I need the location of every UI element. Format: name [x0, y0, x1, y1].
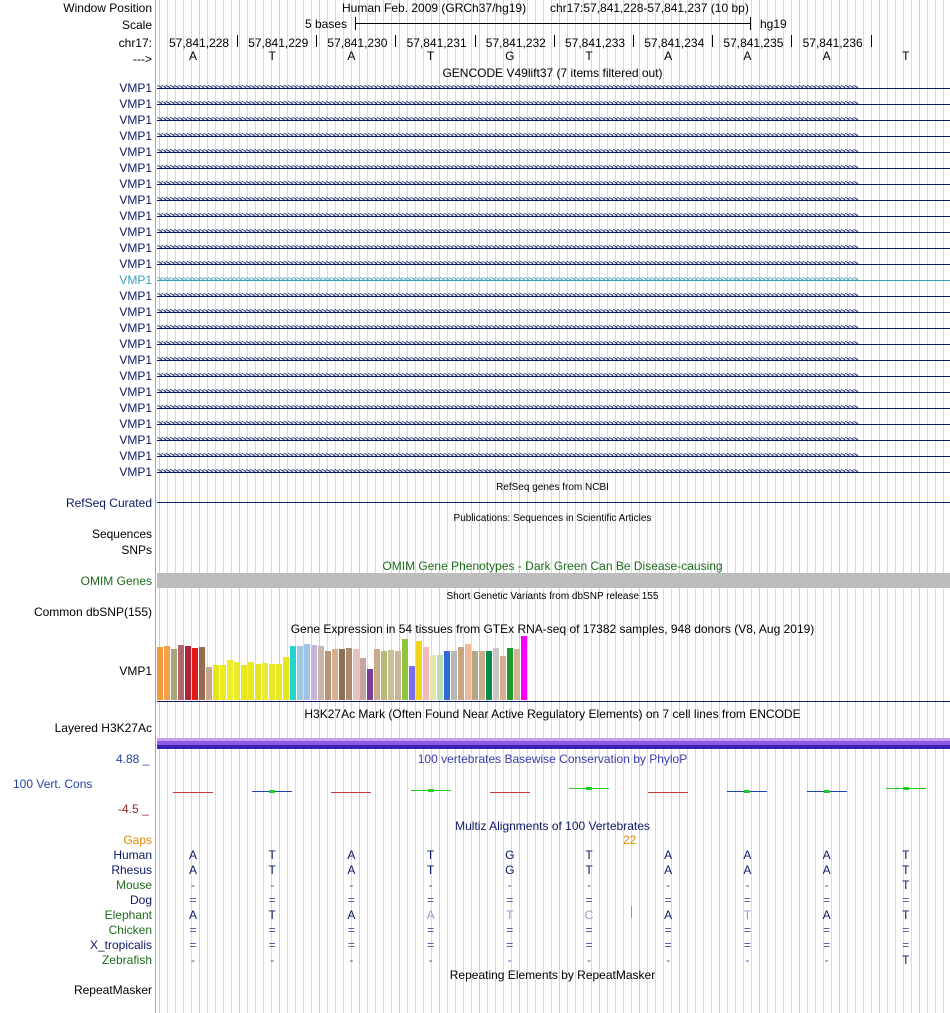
gtex-tissue-bar[interactable] — [206, 667, 212, 700]
aligned-base: - — [824, 953, 829, 967]
h3k27ac-title[interactable]: H3K27Ac Mark (Often Found Near Active Regulatory Elements) on 7 cell lines from ENCODE — [304, 707, 801, 721]
strand-arrows: >>>>>>>>>>>>>>>>>>>>>>>>>>>>>>>>>>>>>>>>>>>>>>>>>>>>>>>>>>>>>>>>>>>>>>>>>>>>>>>>>>>>>>>>>>>>>>>>>>>>>>>>>>>>>>>>>>>>>>>>>>>>>>>>>>>>>>>>>>>>>>>>>>>>>>>>>>>>>>>>>>>>>> — [157, 420, 858, 428]
aligned-base: A — [743, 863, 752, 877]
ruler-tick — [791, 35, 792, 47]
gencode-gene-label[interactable]: VMP1 — [119, 81, 152, 95]
gencode-gene-label[interactable]: VMP1 — [119, 209, 152, 223]
gencode-gene-label[interactable]: VMP1 — [119, 289, 152, 303]
repeatmasker-label[interactable]: RepeatMasker — [73, 983, 152, 997]
strand-arrows: >>>>>>>>>>>>>>>>>>>>>>>>>>>>>>>>>>>>>>>>>>>>>>>>>>>>>>>>>>>>>>>>>>>>>>>>>>>>>>>>>>>>>>>>>>>>>>>>>>>>>>>>>>>>>>>>>>>>>>>>>>>>>>>>>>>>>>>>>>>>>>>>>>>>>>>>>>>>>>>>>>>>>> — [157, 212, 858, 220]
aligned-base: = — [427, 938, 435, 952]
gtex-tissue-bar[interactable] — [381, 651, 387, 700]
aligned-base: - — [824, 878, 829, 892]
gencode-gene-label[interactable]: VMP1 — [119, 113, 152, 127]
aligned-base: = — [189, 923, 197, 937]
ruler-position: 57,841,232 — [485, 36, 546, 50]
gencode-transcript[interactable] — [157, 468, 950, 476]
strand-arrows: >>>>>>>>>>>>>>>>>>>>>>>>>>>>>>>>>>>>>>>>>>>>>>>>>>>>>>>>>>>>>>>>>>>>>>>>>>>>>>>>>>>>>>>>>>>>>>>>>>>>>>>>>>>>>>>>>>>>>>>>>>>>>>>>>>>>>>>>>>>>>>>>>>>>>>>>>>>>>>>>>>>>>> — [157, 164, 858, 172]
strand-arrows: >>>>>>>>>>>>>>>>>>>>>>>>>>>>>>>>>>>>>>>>>>>>>>>>>>>>>>>>>>>>>>>>>>>>>>>>>>>>>>>>>>>>>>>>>>>>>>>>>>>>>>>>>>>>>>>>>>>>>>>>>>>>>>>>>>>>>>>>>>>>>>>>>>>>>>>>>>>>>>>>>>>>>> — [157, 292, 858, 300]
aligned-base: T — [585, 863, 593, 877]
gencode-gene-label[interactable]: VMP1 — [119, 353, 152, 367]
strand-arrows: >>>>>>>>>>>>>>>>>>>>>>>>>>>>>>>>>>>>>>>>>>>>>>>>>>>>>>>>>>>>>>>>>>>>>>>>>>>>>>>>>>>>>>>>>>>>>>>>>>>>>>>>>>>>>>>>>>>>>>>>>>>>>>>>>>>>>>>>>>>>>>>>>>>>>>>>>>>>>>>>>>>>>> — [157, 84, 858, 92]
dbsnp-title[interactable]: Short Genetic Variants from dbSNP release 155 — [446, 591, 659, 602]
aligned-base: G — [505, 848, 515, 862]
gtex-tissue-bar[interactable] — [458, 647, 464, 700]
label-separator — [155, 0, 156, 1013]
ruler-position: 57,841,231 — [406, 36, 467, 50]
aligned-base: T — [506, 908, 514, 922]
reference-base: A — [664, 49, 673, 63]
ruler-tick — [237, 35, 238, 47]
ruler-position: 57,841,236 — [802, 36, 863, 50]
repeatmasker-title[interactable]: Repeating Elements by RepeatMasker — [449, 968, 656, 982]
multiz-species-label[interactable]: Human — [113, 848, 152, 862]
chr-label: chr17: — [118, 36, 152, 50]
aligned-base: - — [587, 953, 591, 967]
strand-arrows: >>>>>>>>>>>>>>>>>>>>>>>>>>>>>>>>>>>>>>>>>>>>>>>>>>>>>>>>>>>>>>>>>>>>>>>>>>>>>>>>>>>>>>>>>>>>>>>>>>>>>>>>>>>>>>>>>>>>>>>>>>>>>>>>>>>>>>>>>>>>>>>>>>>>>>>>>>>>>>>>>>>>>> — [157, 260, 858, 268]
multiz-species-label[interactable]: Mouse — [115, 878, 152, 892]
h3k27ac-layer-3[interactable] — [157, 745, 950, 749]
conservation-peak[interactable] — [824, 790, 830, 793]
gencode-transcript[interactable] — [157, 340, 950, 348]
aligned-base: - — [428, 953, 433, 967]
gtex-tissue-bar[interactable] — [472, 651, 478, 700]
aligned-base: A — [664, 863, 673, 877]
gtex-tissue-bar[interactable] — [500, 656, 506, 700]
aligned-base: - — [507, 953, 512, 967]
gencode-transcript[interactable] — [157, 196, 950, 204]
multiz-species-label[interactable]: Elephant — [104, 908, 152, 922]
gencode-transcript[interactable] — [157, 404, 950, 412]
scale-bar-right-tick — [750, 17, 751, 30]
gencode-gene-label[interactable]: VMP1 — [119, 369, 152, 383]
gtex-tissue-bar[interactable] — [220, 665, 226, 700]
aligned-base: T — [268, 848, 276, 862]
conservation-score[interactable] — [648, 792, 688, 793]
gtex-tissue-bar[interactable] — [521, 636, 527, 700]
gencode-transcript[interactable] — [157, 228, 950, 236]
ruler-position: 57,841,230 — [327, 36, 388, 50]
gencode-transcript[interactable] — [157, 276, 950, 284]
aligned-base: - — [191, 953, 195, 967]
gtex-tissue-bar[interactable] — [493, 648, 499, 700]
aligned-base: = — [427, 893, 435, 907]
gencode-gene-label[interactable]: VMP1 — [119, 241, 152, 255]
strand-arrows: >>>>>>>>>>>>>>>>>>>>>>>>>>>>>>>>>>>>>>>>>>>>>>>>>>>>>>>>>>>>>>>>>>>>>>>>>>>>>>>>>>>>>>>>>>>>>>>>>>>>>>>>>>>>>>>>>>>>>>>>>>>>>>>>>>>>>>>>>>>>>>>>>>>>>>>>>>>>>>>>>>>>>> — [157, 340, 858, 348]
gtex-tissue-bar[interactable] — [325, 651, 331, 700]
gencode-gene-label[interactable]: VMP1 — [119, 305, 152, 319]
aligned-base: = — [902, 923, 910, 937]
gencode-transcript[interactable] — [157, 260, 950, 268]
aligned-base: = — [347, 938, 355, 952]
aligned-base: A — [347, 908, 356, 922]
aligned-base: A — [664, 848, 673, 862]
ruler-position: 57,841,228 — [169, 36, 230, 50]
gencode-gene-label[interactable]: VMP1 — [119, 417, 152, 431]
reference-base: T — [268, 49, 276, 63]
aligned-base: - — [745, 878, 750, 892]
refseq-label[interactable]: RefSeq Curated — [65, 496, 152, 510]
conservation-ymax: 4.88 _ — [116, 752, 150, 766]
gtex-tissue-bar[interactable] — [255, 664, 261, 700]
aligned-base: A — [188, 908, 197, 922]
aligned-base: = — [823, 893, 831, 907]
aligned-base: A — [743, 848, 752, 862]
gtex-tissue-bar[interactable] — [164, 646, 170, 700]
scale-text: 5 bases — [305, 17, 348, 31]
gencode-gene-label[interactable]: VMP1 — [119, 225, 152, 239]
gtex-tissue-bar[interactable] — [269, 664, 275, 700]
ruler-tick — [712, 35, 713, 47]
ruler-tick — [554, 35, 555, 47]
gtex-tissue-bar[interactable] — [409, 666, 415, 700]
gencode-gene-label[interactable]: VMP1 — [119, 97, 152, 111]
gtex-tissue-bar[interactable] — [367, 669, 373, 700]
gencode-transcript[interactable] — [157, 452, 950, 460]
conservation-ymin: -4.5 _ — [118, 802, 149, 816]
omim-label[interactable]: OMIM Genes — [80, 574, 152, 588]
gencode-transcript[interactable] — [157, 372, 950, 380]
strand-arrows: >>>>>>>>>>>>>>>>>>>>>>>>>>>>>>>>>>>>>>>>>>>>>>>>>>>>>>>>>>>>>>>>>>>>>>>>>>>>>>>>>>>>>>>>>>>>>>>>>>>>>>>>>>>>>>>>>>>>>>>>>>>>>>>>>>>>>>>>>>>>>>>>>>>>>>>>>>>>>>>>>>>>>> — [157, 404, 858, 412]
conservation-peak[interactable] — [269, 790, 275, 793]
gtex-tissue-bar[interactable] — [402, 639, 408, 700]
aligned-base: T — [268, 908, 276, 922]
aligned-base: T — [902, 953, 910, 967]
aligned-base: T — [426, 848, 435, 862]
aligned-base: A — [822, 908, 831, 922]
refseq-line[interactable] — [157, 502, 950, 503]
aligned-base: = — [268, 938, 276, 952]
multiz-species-label[interactable]: X_tropicalis — [89, 938, 152, 952]
strand-arrows: >>>>>>>>>>>>>>>>>>>>>>>>>>>>>>>>>>>>>>>>>>>>>>>>>>>>>>>>>>>>>>>>>>>>>>>>>>>>>>>>>>>>>>>>>>>>>>>>>>>>>>>>>>>>>>>>>>>>>>>>>>>>>>>>>>>>>>>>>>>>>>>>>>>>>>>>>>>>>>>>>>>>>> — [157, 116, 858, 124]
aligned-base: = — [585, 938, 593, 952]
gencode-gene-label[interactable]: VMP1 — [119, 257, 152, 271]
gap-count[interactable]: 22 — [623, 833, 637, 847]
gtex-tissue-bar[interactable] — [423, 647, 429, 700]
gencode-transcript[interactable] — [157, 180, 950, 188]
reference-base: A — [743, 49, 752, 63]
aligned-base: A — [426, 908, 435, 922]
publications-title[interactable]: Publications: Sequences in Scientific Articles — [453, 513, 652, 524]
strand-arrows: >>>>>>>>>>>>>>>>>>>>>>>>>>>>>>>>>>>>>>>>>>>>>>>>>>>>>>>>>>>>>>>>>>>>>>>>>>>>>>>>>>>>>>>>>>>>>>>>>>>>>>>>>>>>>>>>>>>>>>>>>>>>>>>>>>>>>>>>>>>>>>>>>>>>>>>>>>>>>>>>>>>>>> — [157, 228, 858, 236]
gencode-transcript[interactable] — [157, 84, 950, 92]
strand-arrows: >>>>>>>>>>>>>>>>>>>>>>>>>>>>>>>>>>>>>>>>>>>>>>>>>>>>>>>>>>>>>>>>>>>>>>>>>>>>>>>>>>>>>>>>>>>>>>>>>>>>>>>>>>>>>>>>>>>>>>>>>>>>>>>>>>>>>>>>>>>>>>>>>>>>>>>>>>>>>>>>>>>>>> — [157, 180, 858, 188]
gtex-tissue-bar[interactable] — [514, 649, 520, 700]
aligned-base: = — [427, 923, 435, 937]
omim-bar[interactable] — [157, 573, 950, 588]
gtex-tissue-bar[interactable] — [395, 651, 401, 700]
conservation-peak[interactable] — [903, 787, 909, 790]
gencode-gene-label[interactable]: VMP1 — [119, 161, 152, 175]
aligned-base: - — [191, 878, 195, 892]
aligned-base: T — [426, 863, 435, 877]
gtex-tissue-bar[interactable] — [437, 655, 443, 700]
gtex-tissue-bar[interactable] — [318, 646, 324, 700]
gtex-tissue-bar[interactable] — [360, 658, 366, 700]
reference-base: A — [347, 49, 356, 63]
position-title[interactable]: chr17:57,841,228-57,841,237 (10 bp) — [550, 1, 749, 15]
gencode-transcript[interactable] — [157, 148, 950, 156]
gencode-transcript[interactable] — [157, 436, 950, 444]
reference-base: T — [902, 49, 910, 63]
publications-label-snps[interactable]: SNPs — [121, 543, 152, 557]
gtex-title[interactable]: Gene Expression in 54 tissues from GTEx RNA-seq of 17382 samples, 948 donors (V8, Aug 2019) — [290, 622, 815, 636]
gtex-tissue-bar[interactable] — [416, 641, 422, 700]
aligned-base: A — [822, 863, 831, 877]
aligned-base: = — [902, 893, 910, 907]
gencode-gene-label[interactable]: VMP1 — [119, 129, 152, 143]
gtex-tissue-bar[interactable] — [353, 649, 359, 700]
gencode-transcript[interactable] — [157, 132, 950, 140]
aligned-base: T — [902, 908, 910, 922]
conservation-peak[interactable] — [428, 789, 434, 792]
aligned-base: - — [349, 953, 354, 967]
aligned-base: = — [268, 923, 276, 937]
strand-arrows: >>>>>>>>>>>>>>>>>>>>>>>>>>>>>>>>>>>>>>>>>>>>>>>>>>>>>>>>>>>>>>>>>>>>>>>>>>>>>>>>>>>>>>>>>>>>>>>>>>>>>>>>>>>>>>>>>>>>>>>>>>>>>>>>>>>>>>>>>>>>>>>>>>>>>>>>>>>>>>>>>>>>>> — [157, 436, 858, 444]
strand-arrows: >>>>>>>>>>>>>>>>>>>>>>>>>>>>>>>>>>>>>>>>>>>>>>>>>>>>>>>>>>>>>>>>>>>>>>>>>>>>>>>>>>>>>>>>>>>>>>>>>>>>>>>>>>>>>>>>>>>>>>>>>>>>>>>>>>>>>>>>>>>>>>>>>>>>>>>>>>>>>>>>>>>>>> — [157, 132, 858, 140]
aligned-base: = — [347, 923, 355, 937]
gtex-tissue-bar[interactable] — [430, 655, 436, 700]
aligned-base: = — [189, 938, 197, 952]
aligned-base: A — [188, 848, 197, 862]
gencode-gene-label[interactable]: VMP1 — [119, 193, 152, 207]
aligned-base: - — [270, 953, 275, 967]
aligned-base: T — [268, 863, 276, 877]
strand-arrows: >>>>>>>>>>>>>>>>>>>>>>>>>>>>>>>>>>>>>>>>>>>>>>>>>>>>>>>>>>>>>>>>>>>>>>>>>>>>>>>>>>>>>>>>>>>>>>>>>>>>>>>>>>>>>>>>>>>>>>>>>>>>>>>>>>>>>>>>>>>>>>>>>>>>>>>>>>>>>>>>>>>>>> — [157, 388, 858, 396]
strand-arrows: >>>>>>>>>>>>>>>>>>>>>>>>>>>>>>>>>>>>>>>>>>>>>>>>>>>>>>>>>>>>>>>>>>>>>>>>>>>>>>>>>>>>>>>>>>>>>>>>>>>>>>>>>>>>>>>>>>>>>>>>>>>>>>>>>>>>>>>>>>>>>>>>>>>>>>>>>>>>>>>>>>>>>> — [157, 196, 858, 204]
conservation-peak[interactable] — [586, 787, 592, 790]
gtex-tissue-bar[interactable] — [451, 651, 457, 700]
gtex-tissue-bar[interactable] — [346, 648, 352, 700]
aligned-base: - — [349, 878, 354, 892]
aligned-base: = — [585, 923, 593, 937]
gtex-tissue-bar[interactable] — [157, 647, 163, 700]
gtex-tissue-bar[interactable] — [262, 663, 268, 700]
gtex-tissue-bar[interactable] — [374, 649, 380, 700]
aligned-base: A — [347, 848, 356, 862]
gtex-tissue-bar[interactable] — [185, 646, 191, 700]
gtex-tissue-bar[interactable] — [283, 657, 289, 700]
gencode-transcript[interactable] — [157, 164, 950, 172]
aligned-base: T — [902, 848, 910, 862]
aligned-base: G — [505, 863, 515, 877]
gtex-tissue-bar[interactable] — [234, 662, 240, 700]
h3k27ac-label[interactable]: Layered H3K27Ac — [54, 721, 152, 735]
reference-base: T — [585, 49, 593, 63]
gtex-tissue-bar[interactable] — [311, 645, 317, 700]
aligned-base: A — [347, 863, 356, 877]
reference-base: A — [822, 49, 831, 63]
gencode-transcript[interactable] — [157, 292, 950, 300]
aligned-base: = — [743, 923, 751, 937]
aligned-base: = — [268, 893, 276, 907]
gtex-tissue-bar[interactable] — [444, 651, 450, 700]
ruler-tick — [395, 35, 396, 47]
gtex-tissue-bar[interactable] — [339, 649, 345, 700]
aligned-base: - — [666, 878, 671, 892]
gtex-tissue-bar[interactable] — [178, 645, 184, 700]
dbsnp-label[interactable]: Common dbSNP(155) — [33, 605, 152, 619]
gencode-gene-label[interactable]: VMP1 — [119, 321, 152, 335]
insertion-marker[interactable] — [631, 906, 632, 918]
conservation-score[interactable] — [331, 792, 371, 793]
gtex-tissue-bar[interactable] — [192, 648, 198, 700]
conservation-score[interactable] — [490, 792, 530, 793]
gencode-transcript[interactable] — [157, 388, 950, 396]
aligned-base: = — [664, 938, 672, 952]
gencode-gene-label[interactable]: VMP1 — [119, 449, 152, 463]
reference-base: G — [505, 49, 515, 63]
strand-arrows: >>>>>>>>>>>>>>>>>>>>>>>>>>>>>>>>>>>>>>>>>>>>>>>>>>>>>>>>>>>>>>>>>>>>>>>>>>>>>>>>>>>>>>>>>>>>>>>>>>>>>>>>>>>>>>>>>>>>>>>>>>>>>>>>>>>>>>>>>>>>>>>>>>>>>>>>>>>>>>>>>>>>>> — [157, 276, 858, 284]
aligned-base: - — [428, 878, 433, 892]
window-position-label: Window Position — [63, 1, 152, 15]
strand-label: ---> — [133, 52, 152, 66]
ruler-position: 57,841,234 — [644, 36, 705, 50]
aligned-base: = — [506, 893, 514, 907]
strand-arrows: >>>>>>>>>>>>>>>>>>>>>>>>>>>>>>>>>>>>>>>>>>>>>>>>>>>>>>>>>>>>>>>>>>>>>>>>>>>>>>>>>>>>>>>>>>>>>>>>>>>>>>>>>>>>>>>>>>>>>>>>>>>>>>>>>>>>>>>>>>>>>>>>>>>>>>>>>>>>>>>>>>>>>> — [157, 468, 858, 476]
gtex-baseline — [157, 701, 950, 702]
gtex-chart[interactable] — [157, 636, 537, 700]
strand-arrows: >>>>>>>>>>>>>>>>>>>>>>>>>>>>>>>>>>>>>>>>>>>>>>>>>>>>>>>>>>>>>>>>>>>>>>>>>>>>>>>>>>>>>>>>>>>>>>>>>>>>>>>>>>>>>>>>>>>>>>>>>>>>>>>>>>>>>>>>>>>>>>>>>>>>>>>>>>>>>>>>>>>>>> — [157, 356, 858, 364]
ruler-position: 57,841,233 — [565, 36, 626, 50]
aligned-base: = — [743, 938, 751, 952]
publications-label-sequences[interactable]: Sequences — [91, 527, 152, 541]
ruler-tick — [633, 35, 634, 47]
aligned-base: - — [270, 878, 275, 892]
gencode-transcript[interactable] — [157, 116, 950, 124]
gtex-tissue-bar[interactable] — [486, 651, 492, 700]
strand-arrows: >>>>>>>>>>>>>>>>>>>>>>>>>>>>>>>>>>>>>>>>>>>>>>>>>>>>>>>>>>>>>>>>>>>>>>>>>>>>>>>>>>>>>>>>>>>>>>>>>>>>>>>>>>>>>>>>>>>>>>>>>>>>>>>>>>>>>>>>>>>>>>>>>>>>>>>>>>>>>>>>>>>>>> — [157, 452, 858, 460]
multiz-species-label[interactable]: Dog — [129, 893, 152, 907]
gtex-tissue-bar[interactable] — [297, 646, 303, 700]
aligned-base: = — [664, 923, 672, 937]
multiz-species-label[interactable]: Rhesus — [111, 863, 152, 877]
aligned-base: - — [666, 953, 671, 967]
aligned-base: = — [585, 893, 593, 907]
conservation-label[interactable]: 100 Vert. Cons — [13, 777, 93, 791]
aligned-base: = — [823, 923, 831, 937]
strand-arrows: >>>>>>>>>>>>>>>>>>>>>>>>>>>>>>>>>>>>>>>>>>>>>>>>>>>>>>>>>>>>>>>>>>>>>>>>>>>>>>>>>>>>>>>>>>>>>>>>>>>>>>>>>>>>>>>>>>>>>>>>>>>>>>>>>>>>>>>>>>>>>>>>>>>>>>>>>>>>>>>>>>>>>> — [157, 308, 858, 316]
gtex-tissue-bar[interactable] — [507, 648, 513, 700]
assembly-title: Human Feb. 2009 (GRCh37/hg19) — [342, 1, 527, 15]
gencode-gene-label[interactable]: VMP1 — [119, 433, 152, 447]
scale-bar — [355, 23, 751, 24]
gtex-label[interactable]: VMP1 — [119, 664, 152, 678]
gtex-tissue-bar[interactable] — [388, 650, 394, 700]
aligned-base: A — [664, 908, 673, 922]
gencode-gene-label[interactable]: VMP1 — [119, 273, 152, 287]
scale-bar-left-tick — [355, 17, 356, 30]
gtex-tissue-bar[interactable] — [276, 664, 282, 700]
gencode-transcript[interactable] — [157, 356, 950, 364]
aligned-base: C — [584, 908, 594, 922]
conservation-title[interactable]: 100 vertebrates Basewise Conservation by PhyloP — [417, 752, 688, 766]
gencode-transcript[interactable] — [157, 324, 950, 332]
gencode-transcript[interactable] — [157, 212, 950, 220]
gencode-transcript[interactable] — [157, 244, 950, 252]
gtex-tissue-bar[interactable] — [248, 662, 254, 700]
aligned-base: T — [902, 878, 910, 892]
gencode-transcript[interactable] — [157, 420, 950, 428]
conservation-peak[interactable] — [744, 790, 750, 793]
gtex-tissue-bar[interactable] — [465, 644, 471, 700]
gencode-gene-label[interactable]: VMP1 — [119, 337, 152, 351]
gencode-gene-label[interactable]: VMP1 — [119, 385, 152, 399]
multiz-species-label[interactable]: Zebrafish — [101, 953, 152, 967]
gencode-gene-label[interactable]: VMP1 — [119, 465, 152, 479]
aligned-base: T — [585, 848, 593, 862]
gtex-tissue-bar[interactable] — [171, 649, 177, 700]
aligned-base: - — [587, 878, 591, 892]
aligned-base: A — [822, 848, 831, 862]
ruler-tick — [871, 35, 872, 47]
gtex-tissue-bar[interactable] — [213, 665, 219, 700]
refseq-title[interactable]: RefSeq genes from NCBI — [496, 482, 609, 493]
aligned-base: - — [745, 953, 750, 967]
aligned-base: = — [823, 938, 831, 952]
omim-title[interactable]: OMIM Gene Phenotypes - Dark Green Can Be Disease-causing — [382, 559, 723, 573]
gencode-gene-label[interactable]: VMP1 — [119, 145, 152, 159]
gencode-gene-label[interactable]: VMP1 — [119, 401, 152, 415]
strand-arrows: >>>>>>>>>>>>>>>>>>>>>>>>>>>>>>>>>>>>>>>>>>>>>>>>>>>>>>>>>>>>>>>>>>>>>>>>>>>>>>>>>>>>>>>>>>>>>>>>>>>>>>>>>>>>>>>>>>>>>>>>>>>>>>>>>>>>>>>>>>>>>>>>>>>>>>>>>>>>>>>>>>>>>> — [157, 148, 858, 156]
strand-arrows: >>>>>>>>>>>>>>>>>>>>>>>>>>>>>>>>>>>>>>>>>>>>>>>>>>>>>>>>>>>>>>>>>>>>>>>>>>>>>>>>>>>>>>>>>>>>>>>>>>>>>>>>>>>>>>>>>>>>>>>>>>>>>>>>>>>>>>>>>>>>>>>>>>>>>>>>>>>>>>>>>>>>>> — [157, 100, 858, 108]
ruler-tick — [316, 35, 317, 47]
aligned-base: = — [347, 893, 355, 907]
gtex-tissue-bar[interactable] — [290, 646, 296, 700]
gencode-gene-label[interactable]: VMP1 — [119, 177, 152, 191]
gtex-tissue-bar[interactable] — [479, 651, 485, 700]
scale-db: hg19 — [760, 17, 787, 31]
aligned-base: A — [188, 863, 197, 877]
gencode-transcript[interactable] — [157, 100, 950, 108]
gtex-tissue-bar[interactable] — [241, 665, 247, 700]
strand-arrows: >>>>>>>>>>>>>>>>>>>>>>>>>>>>>>>>>>>>>>>>>>>>>>>>>>>>>>>>>>>>>>>>>>>>>>>>>>>>>>>>>>>>>>>>>>>>>>>>>>>>>>>>>>>>>>>>>>>>>>>>>>>>>>>>>>>>>>>>>>>>>>>>>>>>>>>>>>>>>>>>>>>>>> — [157, 244, 858, 252]
scale-label: Scale — [121, 18, 152, 32]
strand-arrows: >>>>>>>>>>>>>>>>>>>>>>>>>>>>>>>>>>>>>>>>>>>>>>>>>>>>>>>>>>>>>>>>>>>>>>>>>>>>>>>>>>>>>>>>>>>>>>>>>>>>>>>>>>>>>>>>>>>>>>>>>>>>>>>>>>>>>>>>>>>>>>>>>>>>>>>>>>>>>>>>>>>>>> — [157, 324, 858, 332]
gaps-label: Gaps — [123, 833, 152, 847]
ruler-position: 57,841,235 — [723, 36, 784, 50]
strand-arrows: >>>>>>>>>>>>>>>>>>>>>>>>>>>>>>>>>>>>>>>>>>>>>>>>>>>>>>>>>>>>>>>>>>>>>>>>>>>>>>>>>>>>>>>>>>>>>>>>>>>>>>>>>>>>>>>>>>>>>>>>>>>>>>>>>>>>>>>>>>>>>>>>>>>>>>>>>>>>>>>>>>>>>> — [157, 372, 858, 380]
aligned-base: = — [189, 893, 197, 907]
reference-base: T — [426, 49, 435, 63]
ruler-tick — [475, 35, 476, 47]
aligned-base: T — [743, 908, 752, 922]
gtex-tissue-bar[interactable] — [199, 647, 205, 700]
conservation-score[interactable] — [173, 792, 213, 793]
gencode-transcript[interactable] — [157, 308, 950, 316]
multiz-title[interactable]: Multiz Alignments of 100 Vertebrates — [455, 819, 650, 833]
multiz-species-label[interactable]: Chicken — [108, 923, 152, 937]
gtex-tissue-bar[interactable] — [227, 660, 233, 700]
aligned-base: = — [506, 938, 514, 952]
reference-base: A — [188, 49, 197, 63]
aligned-base: = — [664, 893, 672, 907]
gtex-tissue-bar[interactable] — [304, 644, 310, 700]
aligned-base: = — [743, 893, 751, 907]
gtex-tissue-bar[interactable] — [332, 649, 338, 700]
aligned-base: - — [507, 878, 512, 892]
gencode-title[interactable]: GENCODE V49lift37 (7 items filtered out) — [442, 66, 663, 80]
aligned-base: T — [902, 863, 910, 877]
aligned-base: = — [902, 938, 910, 952]
ruler-position: 57,841,229 — [248, 36, 309, 50]
aligned-base: = — [506, 923, 514, 937]
